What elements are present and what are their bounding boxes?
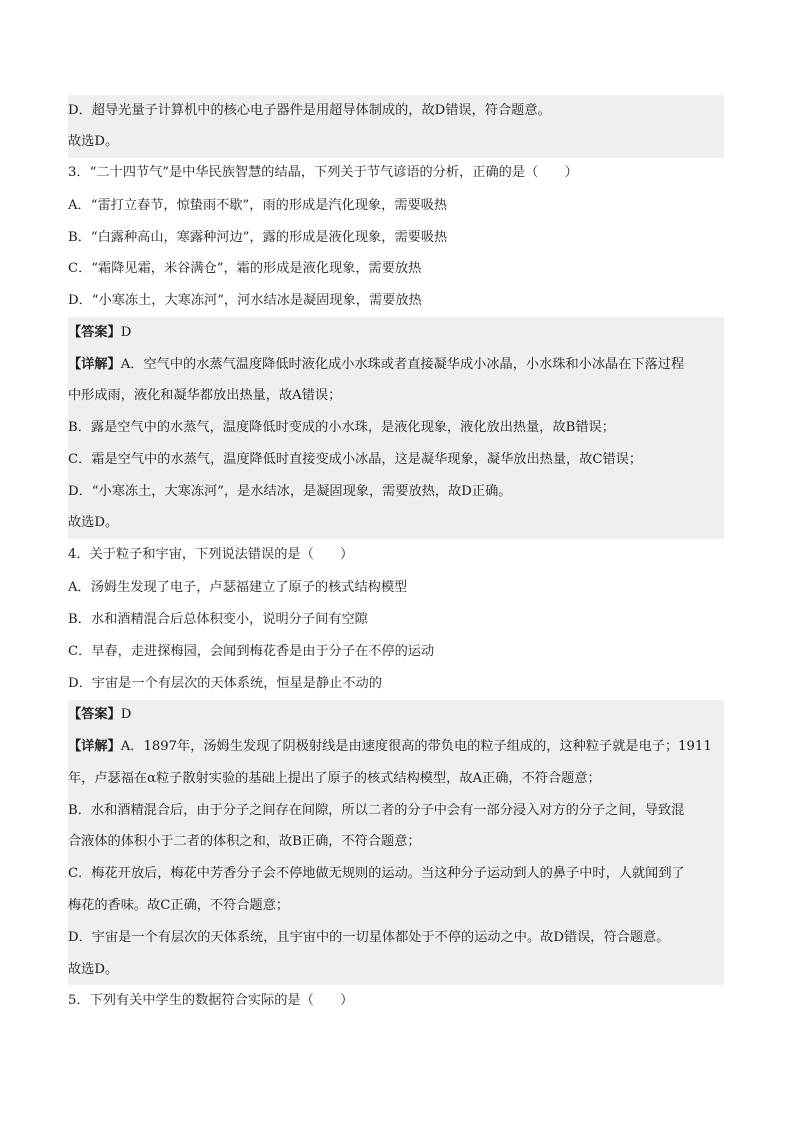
q3-detail-line-3: B．露是空气中的水蒸气，温度降低时变成的小水珠，是液化现象，液化放出热量，故B错误； [68,420,615,435]
q2-conclusion: 故选D。 [68,134,119,149]
q4-detail-line-1 [68,738,724,756]
q4-option-b: B．水和酒精混合后总体积变小，说明分子间有空隙 [68,612,368,627]
q3-detail-line-2: 中形成雨，液化和凝华都放出热量，故A错误； [68,388,342,403]
answer-value: D [120,707,132,722]
q3-answer [68,324,724,342]
q3-option-c: C．“霜降见霜，米谷满仓”，霜的形成是液化现象，需要放热 [68,261,422,276]
detail-text: A．1897年，汤姆生发现了阴极射线是由速度很高的带负电的粒子组成的，这种粒子就是电子；1911 [120,739,712,754]
q4-detail-line-4: 合液体的体积小于二者的体积之和，故B正确，不符合题意； [68,834,421,849]
q4-option-c: C．早春，走进探梅园，会闻到梅花香是由于分子在不停的运动 [68,644,435,659]
q4-stem: 4．关于粒子和宇宙，下列说法错误的是（ ） [68,547,354,562]
q5-stem: 5．下列有关中学生的数据符合实际的是（ ） [68,993,354,1008]
q3-stem: 3．“二十四节气”是中华民族智慧的结晶，下列关于节气谚语的分析，正确的是（ ） [68,165,578,180]
q3-option-a: A．“雷打立春节，惊蛰雨不歇”，雨的形成是汽化现象，需要吸热 [68,198,448,213]
q4-option-d: D．宇宙是一个有层次的天体系统，恒星是静止不动的 [68,676,382,691]
q2-option-d-explanation: D．超导光量子计算机中的核心电子器件是用超导体制成的，故D错误，符合题意。 [68,103,551,118]
q3-option-d: D．“小寒冻土，大寒冻河”，河水结冰是凝固现象，需要放热 [68,293,422,308]
detail-tag: 【详解】 [68,739,121,754]
answer-value: D [120,325,132,340]
q4-detail-line-7: D．宇宙是一个有层次的天体系统，且宇宙中的一切星体都处于不停的运动之中。故D错误，符合题意。 [68,930,670,945]
detail-tag: 【详解】 [68,357,121,372]
q3-conclusion: 故选D。 [68,515,119,530]
q4-answer [68,706,724,724]
q3-option-b: B．“白露种高山，寒露种河边”，露的形成是液化现象，需要吸热 [68,230,448,245]
q4-option-a: A．汤姆生发现了电子，卢瑟福建立了原子的核式结构模型 [68,580,408,595]
q3-detail-line-5: D．“小寒冻土，大寒冻河”，是水结冰，是凝固现象，需要放热，故D正确。 [68,484,512,499]
answer-tag: 【答案】 [68,707,121,722]
q3-detail-line-4: C．霜是空气中的水蒸气，温度降低时直接变成小冰晶，这是凝华现象，凝华放出热量，故C错误； [68,452,643,467]
q4-detail-line-3: B．水和酒精混合后，由于分子之间存在间隙，所以二者的分子中会有一部分浸入对方的分子之间，导致混 [68,803,685,818]
detail-text: A．空气中的水蒸气温度降低时液化成小水珠或者直接凝华成小冰晶，小水珠和小冰晶在下落过程 [120,357,685,372]
q4-detail-line-5: C．梅花开放后，梅花中芳香分子会不停地做无规则的运动。当这种分子运动到人的鼻子中时，人就闻到了 [68,866,685,881]
answer-tag: 【答案】 [68,325,121,340]
q3-detail-line-1 [68,356,724,374]
q4-conclusion: 故选D。 [68,962,119,977]
q4-detail-line-6: 梅花的香味。故C正确，不符合题意； [68,898,290,913]
q4-detail-line-2: 年，卢瑟福在α粒子散射实验的基础上提出了原子的核式结构模型，故A正确，不符合题意； [68,771,601,786]
